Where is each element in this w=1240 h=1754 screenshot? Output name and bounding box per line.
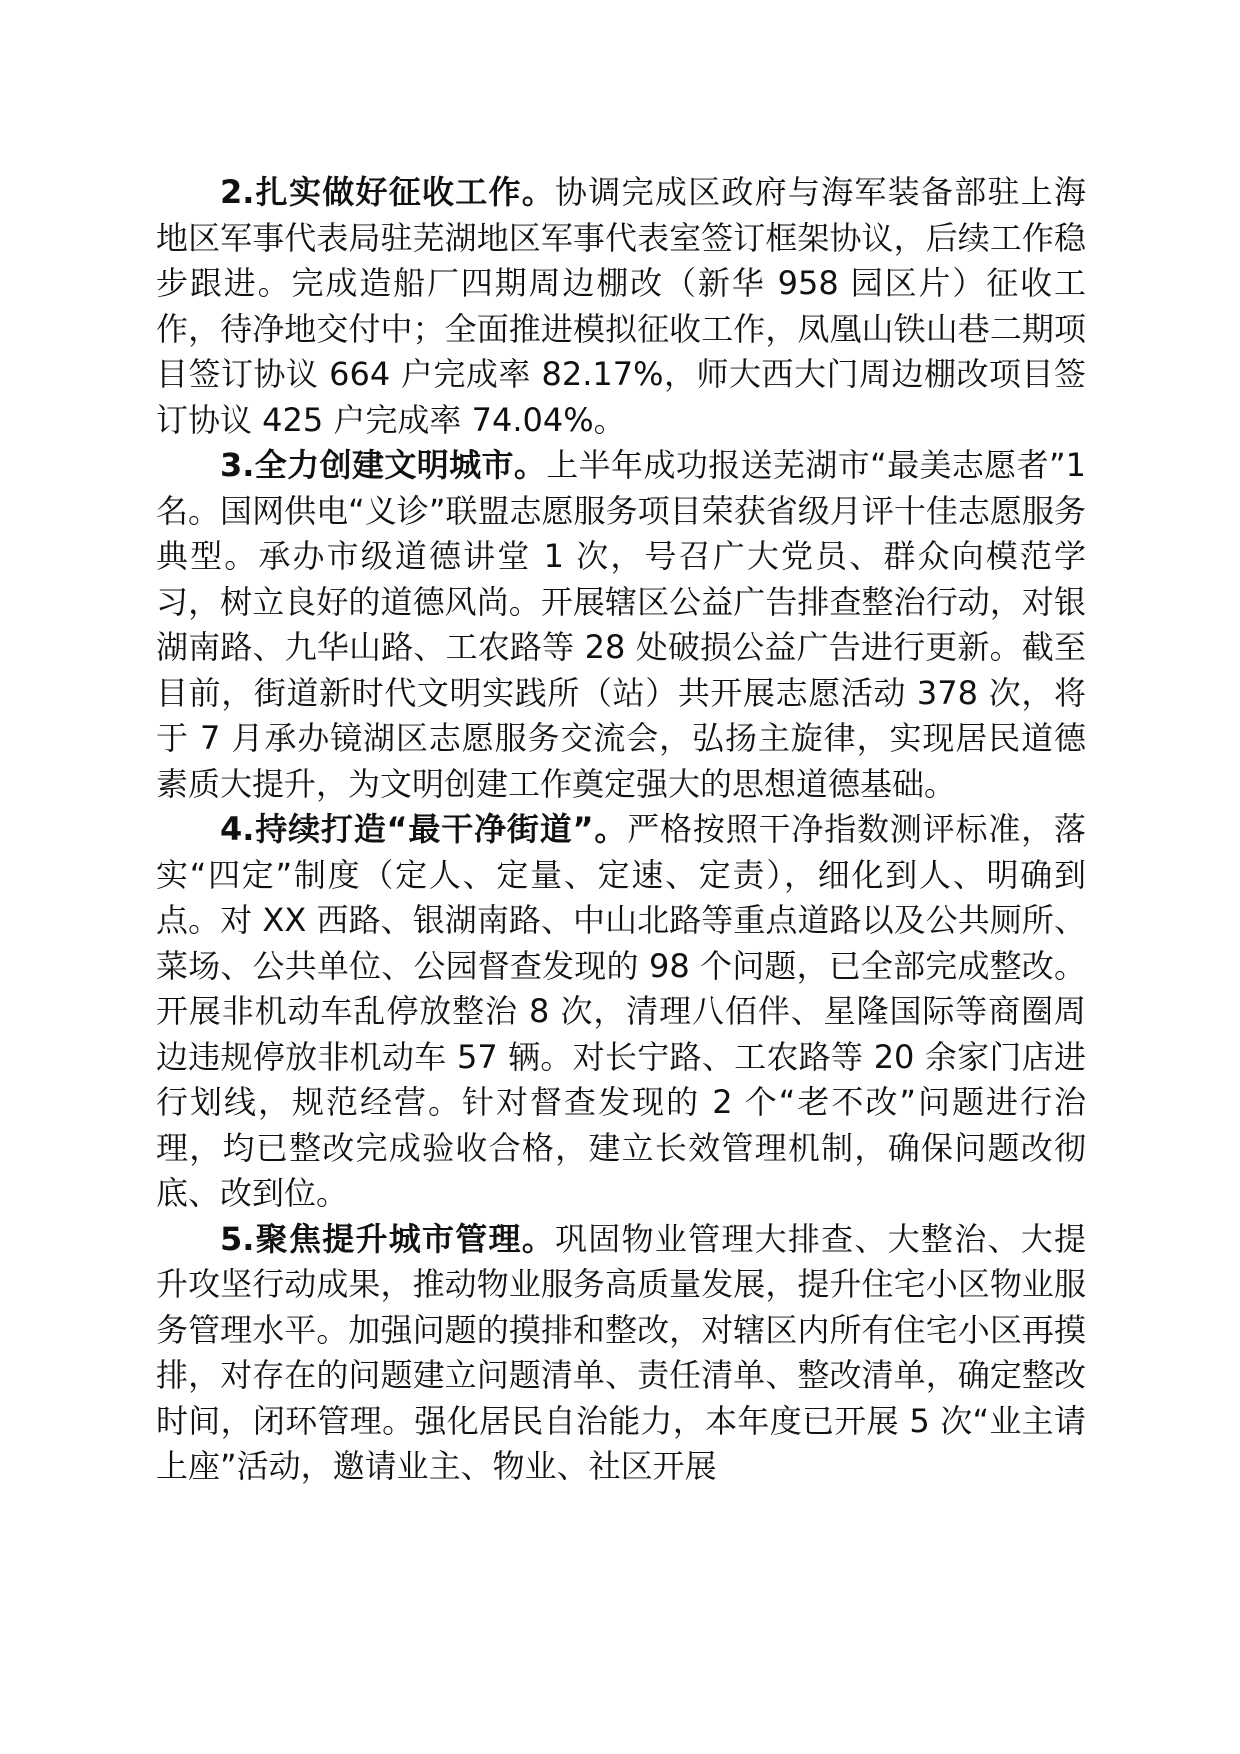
paragraph-city-management bbox=[156, 1217, 1086, 1490]
document-body bbox=[156, 170, 1086, 1490]
paragraph-text: 巩固物业管理大排查、大整治、大提升攻坚行动成果，推动物业服务高质量发展，提升住宅小区物业服务管理水平。加强问题的摸排和整改，对辖区内所有住宅小区再摸排，对存在的问题建立问题清单、责任清单、整改清单，确定整改时间，闭环管理。强化居民自治能力，本年度已开展 5 次“业主请上座”活动，邀请业主、物业、社区开展 bbox=[156, 1219, 1086, 1485]
paragraph-cleanest-street bbox=[156, 807, 1086, 1217]
paragraph-text: 协调完成区政府与海军装备部驻上海地区军事代表局驻芜湖地区军事代表室签订框架协议，后续工作稳步跟进。完成造船厂四期周边棚改（新华 958 园区片）征收工作，待净地交付中；全面推进模拟征收工作，凤凰山铁山巷二期项目签订协议 664 户完成率 82.17%，师大西大门周边棚改项目签订协议 425 户完成率 74.04%。 bbox=[156, 173, 1086, 439]
paragraph-civilized-city bbox=[156, 443, 1086, 807]
paragraph-heading: 3.全力创建文明城市。 bbox=[220, 446, 547, 484]
paragraph-text: 上半年成功报送芜湖市“最美志愿者”1 名。国网供电“义诊”联盟志愿服务项目荣获省级月评十佳志愿服务典型。承办市级道德讲堂 1 次，号召广大党员、群众向模范学习，树立良好的道德风尚。开展辖区公益广告排查整治行动，对银湖南路、九华山路、工农路等 28 处破损公益广告进行更新。截至目前，街道新时代文明实践所（站）共开展志愿活动 378 次，将于 7 月承办镜湖区志愿服务交流会，弘扬主旋律，实现居民道德素质大提升，为文明创建工作奠定强大的思想道德基础。 bbox=[156, 446, 1086, 803]
paragraph-expropriation bbox=[156, 170, 1086, 443]
paragraph-text: 严格按照干净指数测评标准，落实“四定”制度（定人、定量、定速、定责），细化到人、明确到点。对 XX 西路、银湖南路、中山北路等重点道路以及公共厕所、菜场、公共单位、公园督查发现的 98 个问题，已全部完成整改。开展非机动车乱停放整治 8 次，清理八佰伴、星隆国际等商圈周边违规停放非机动车 57 辆。对长宁路、工农路等 20 余家门店进行划线，规范经营。针对督查发现的 2 个“老不改”问题进行治理，均已整改完成验收合格，建立长效管理机制，确保问题改彻底、改到位。 bbox=[156, 810, 1086, 1212]
paragraph-heading: 4.持续打造“最干净街道”。 bbox=[220, 810, 628, 848]
paragraph-heading: 5.聚焦提升城市管理。 bbox=[220, 1219, 556, 1258]
paragraph-heading: 2.扎实做好征收工作。 bbox=[220, 173, 556, 211]
